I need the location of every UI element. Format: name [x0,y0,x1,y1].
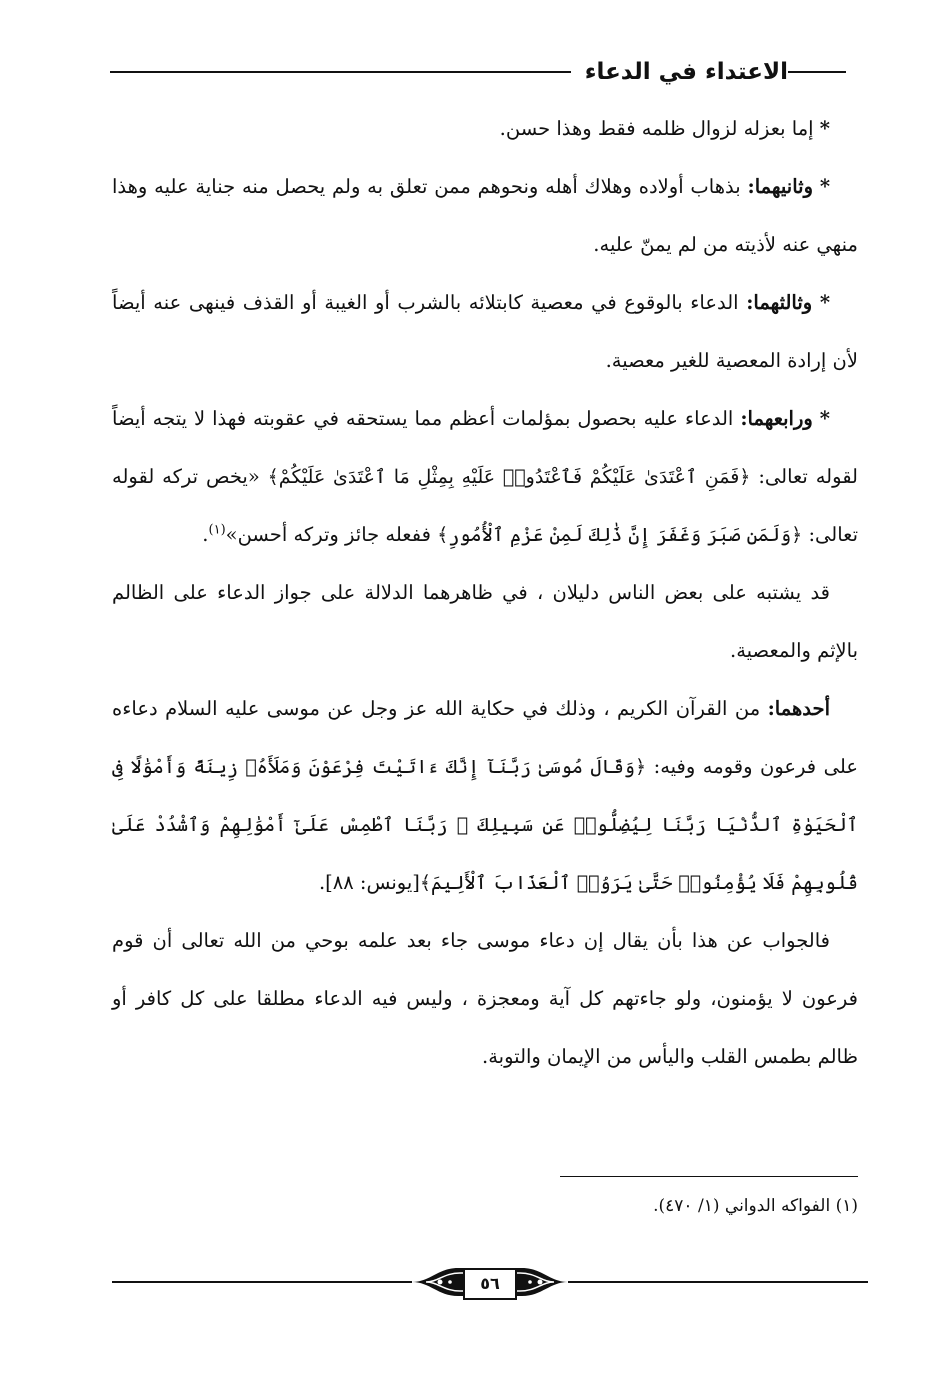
paragraph-lead: وثالثهما: [746,291,813,314]
paragraph-4 [112,390,858,564]
paragraph-text: إما بعزله لزوال ظلمه فقط وهذا حسن. [499,117,814,140]
paragraph-text: من القرآن الكريم ، وذلك في حكاية الله عز وجل عن موسى عليه السلام دعاءه على فرعون وقومه وفيه: [112,697,858,778]
paragraph-text: الدعاء بالوقوع في معصية كابتلائه بالشرب أو الغيبة أو القذف فينهى عنه أيضاً لأن إرادة المعصية للغير معصية. [112,291,858,372]
running-header [110,55,846,89]
paragraph-lead: وثانيهما: [747,175,813,198]
paragraph-text: الدعاء عليه بحصول بمؤلمات أعظم مما يستحقه في عقوبته فهذا لا يتجه أيضاً لقوله تعالى: [112,407,859,488]
paragraph-6 [112,680,858,912]
header-rule-left [110,71,571,73]
verse-citation: [يونس: ٨٨]. [318,871,420,894]
bullet-star: * [819,407,830,430]
page-number: ٥٦ [463,1268,517,1300]
paragraph-5 [112,564,858,680]
quran-verse: ﴿فَمَنِ ٱعْتَدَىٰ عَلَيْكُمْ فَٱعْتَدُوا۟ عَلَيْهِ بِمِثْلِ مَا ٱعْتَدَىٰ عَلَيْكُمْ﴾ [267,466,751,488]
footer-rule-left [112,1281,412,1283]
paragraph-7 [112,912,858,1086]
paragraph-2 [112,158,858,274]
paragraph-lead: أحدهما: [767,697,830,720]
page-footer [112,1262,868,1302]
bullet-star: * [819,175,831,198]
paragraph-text: ففعله جائز وتركه أحسن» [225,523,431,546]
footnote-reference: (١) [208,522,226,538]
footnote-separator [560,1176,858,1177]
quran-verse: ﴿وَقَالَ مُوسَىٰ رَبَّنَآ إِنَّكَ ءَاتَيْتَ فِرْعَوْنَ وَمَلَأَهُۥ زِينَةً وَأَمْوَٰلًا فِى ٱلْحَيَوٰةِ ٱلدُّنْيَا رَبَّنَا لِيُضِلُّوا۟ عَن سَبِيلِكَ ۖ رَبَّنَا ٱطْمِسْ عَلَىٰٓ أَمْوَٰلِهِمْ وَٱشْدُدْ عَلَىٰ قُلُوبِهِمْ فَلَا يُؤْمِنُوا۟ حَتَّىٰ يَرَوُا۟ ٱلْعَذَابَ ٱلْأَلِيمَ﴾ [112,756,858,894]
body-text [112,100,858,1086]
bullet-star: * [819,117,830,140]
quran-verse: ﴿وَلَمَن صَبَرَ وَغَفَرَ إِنَّ ذَٰلِكَ لَمِنْ عَزْمِ ٱلْأُمُورِ﴾ [437,524,803,546]
paragraph-end: . [202,523,209,546]
paragraph-lead: ورابعهما: [740,407,813,430]
header-rule-right [788,71,846,73]
footnote: (١) الفواكه الدواني (١/ ٤٧٠). [653,1196,858,1216]
header-title: الاعتداء في الدعاء [584,59,788,85]
paragraph-text: بذهاب أولاده وهلاك أهله ونحوهم ممن تعلق به ولم يحصل منه جناية عليه وهذا منهي عنه لأذيته من لم يمنّ عليه. [112,175,858,256]
paragraph-text: قد يشتبه على بعض الناس دليلان ، في ظاهرهما الدلالة على جواز الدعاء على الظالم بالإثم والمعصية. [112,581,858,662]
bullet-star: * [819,291,831,314]
paragraph-1 [112,100,858,158]
footer-rule-right [568,1281,868,1283]
paragraph-text: فالجواب عن هذا بأن يقال إن دعاء موسى جاء بعد علمه بوحي من الله تعالى أن قوم فرعون لا يؤمنون، ولو جاءتهم كل آية ومعجزة ، وليس فيه الدعاء مطلقا على كل كافر أو ظالم بطمس القلب واليأس من الإيمان والتوبة. [112,929,858,1068]
paragraph-3 [112,274,858,390]
paragraph-text: «يخص تركه لقوله تعالى: [112,465,858,546]
